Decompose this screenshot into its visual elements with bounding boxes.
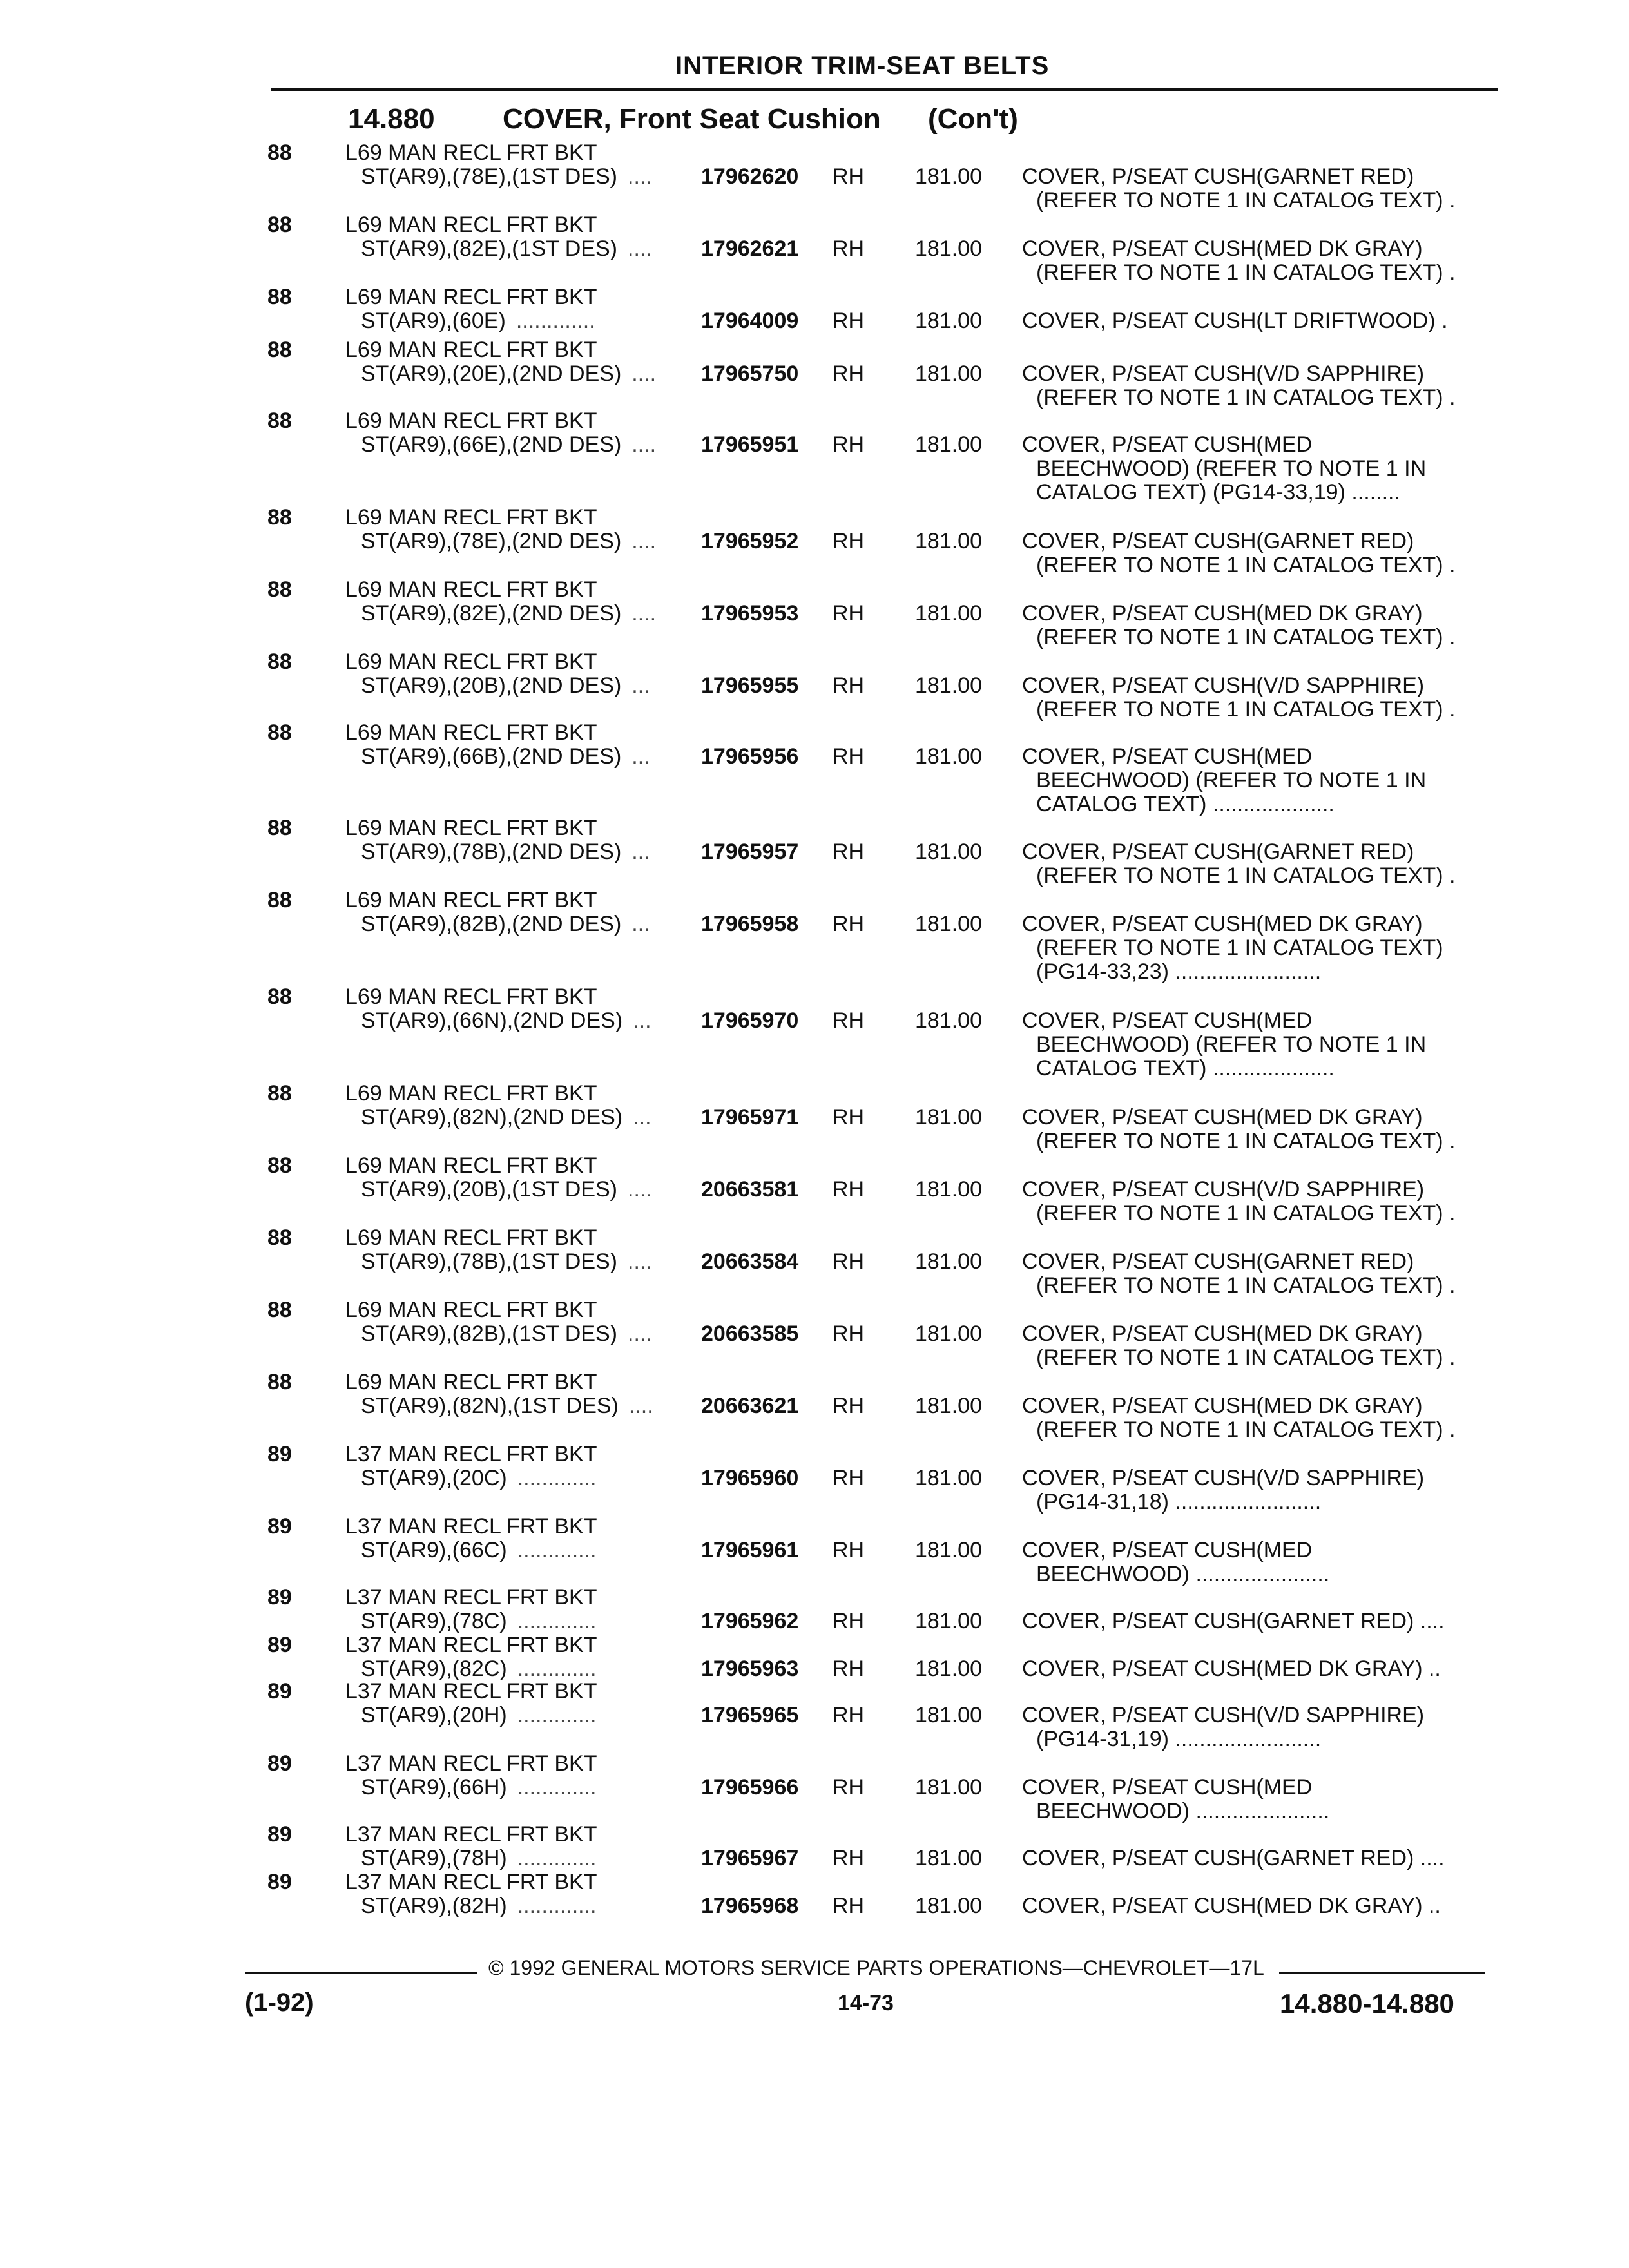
leader-dots: ... <box>633 1105 651 1129</box>
description: COVER, P/SEAT CUSH(V/D SAPPHIRE) <box>1022 1466 1425 1490</box>
price: 181.00 <box>915 912 982 936</box>
side-code: RH <box>833 1538 865 1562</box>
trim-code <box>361 309 595 334</box>
trim-code <box>361 1008 651 1033</box>
figure-number: 88 <box>267 1081 292 1106</box>
description-continued: (REFER TO NOTE 1 IN CATALOG TEXT) . <box>1036 1345 1456 1370</box>
description: COVER, P/SEAT CUSH(MED DK GRAY) <box>1022 912 1423 936</box>
section-continued: (Con't) <box>928 103 1018 135</box>
top-rule <box>271 88 1498 91</box>
model-line: L69 MAN RECL FRT BKT <box>345 338 597 362</box>
trim-code-text: ST(AR9),(20E),(2ND DES) <box>361 361 622 386</box>
description: COVER, P/SEAT CUSH(MED DK GRAY) .. <box>1022 1894 1441 1918</box>
description-continued: (REFER TO NOTE 1 IN CATALOG TEXT) . <box>1036 1418 1456 1442</box>
description: COVER, P/SEAT CUSH(MED DK GRAY) <box>1022 236 1423 261</box>
model-line: L37 MAN RECL FRT BKT <box>345 1633 597 1657</box>
trim-code <box>361 1466 597 1491</box>
trim-code <box>361 1249 652 1274</box>
price: 181.00 <box>915 432 982 457</box>
leader-dots: .... <box>631 361 657 386</box>
trim-code <box>361 1657 597 1682</box>
figure-number: 88 <box>267 338 292 362</box>
leader-dots: ... <box>631 673 650 698</box>
side-code: RH <box>833 1466 865 1490</box>
description: COVER, P/SEAT CUSH(MED DK GRAY) <box>1022 601 1423 626</box>
price: 181.00 <box>915 601 982 626</box>
trim-code <box>361 1703 597 1728</box>
model-line: L69 MAN RECL FRT BKT <box>345 285 597 309</box>
model-line: L69 MAN RECL FRT BKT <box>345 1225 597 1250</box>
description-continued: CATALOG TEXT) (PG14-33,19) ........ <box>1036 480 1400 505</box>
figure-number: 88 <box>267 985 292 1009</box>
description: COVER, P/SEAT CUSH(V/D SAPPHIRE) <box>1022 1703 1425 1727</box>
part-number: 20663621 <box>701 1394 799 1418</box>
price: 181.00 <box>915 164 982 189</box>
trim-code-text: ST(AR9),(78H) <box>361 1846 507 1870</box>
leader-dots: ............. <box>517 1609 597 1633</box>
price: 181.00 <box>915 529 982 553</box>
side-code: RH <box>833 361 865 386</box>
part-number: 17965957 <box>701 840 799 864</box>
leader-dots: .... <box>631 529 657 553</box>
side-code: RH <box>833 1846 865 1870</box>
price: 181.00 <box>915 1008 982 1033</box>
leader-dots: ............. <box>517 1657 597 1681</box>
side-code: RH <box>833 1657 865 1681</box>
trim-code <box>361 1321 652 1347</box>
side-code: RH <box>833 432 865 457</box>
leader-dots: .... <box>628 1321 652 1346</box>
trim-code-text: ST(AR9),(66B),(2ND DES) <box>361 744 622 769</box>
description: COVER, P/SEAT CUSH(MED DK GRAY) <box>1022 1394 1423 1418</box>
side-code: RH <box>833 1249 865 1274</box>
trim-code <box>361 1538 597 1563</box>
trim-code-text: ST(AR9),(82N),(2ND DES) <box>361 1105 623 1129</box>
trim-code <box>361 236 652 262</box>
price: 181.00 <box>915 1846 982 1870</box>
part-number: 17965970 <box>701 1008 799 1033</box>
trim-code <box>361 529 656 554</box>
description: COVER, P/SEAT CUSH(GARNET RED) .... <box>1022 1846 1445 1870</box>
part-number: 17965961 <box>701 1538 799 1562</box>
figure-number: 89 <box>267 1822 292 1847</box>
figure-number: 88 <box>267 1298 292 1322</box>
model-line: L69 MAN RECL FRT BKT <box>345 1298 597 1322</box>
part-number: 17965951 <box>701 432 799 457</box>
footer-rule-left <box>245 1972 477 1974</box>
price: 181.00 <box>915 1703 982 1727</box>
description: COVER, P/SEAT CUSH(GARNET RED) <box>1022 164 1414 189</box>
price: 181.00 <box>915 1321 982 1346</box>
leader-dots: ... <box>631 912 650 936</box>
model-line: L37 MAN RECL FRT BKT <box>345 1822 597 1847</box>
description-continued: (REFER TO NOTE 1 IN CATALOG TEXT) . <box>1036 625 1456 649</box>
figure-number: 88 <box>267 888 292 912</box>
issue-date: (1-92) <box>245 1988 314 2017</box>
figure-number: 89 <box>267 1442 292 1466</box>
trim-code <box>361 840 650 865</box>
description: COVER, P/SEAT CUSH(MED <box>1022 744 1313 769</box>
description: COVER, P/SEAT CUSH(GARNET RED) <box>1022 1249 1414 1274</box>
trim-code-text: ST(AR9),(20C) <box>361 1466 507 1490</box>
model-line: L69 MAN RECL FRT BKT <box>345 888 597 912</box>
part-number: 17965956 <box>701 744 799 769</box>
figure-number: 88 <box>267 816 292 840</box>
figure-number: 88 <box>267 505 292 530</box>
description: COVER, P/SEAT CUSH(MED DK GRAY) <box>1022 1105 1423 1129</box>
leader-dots: .... <box>628 236 652 261</box>
description-continued: (REFER TO NOTE 1 IN CATALOG TEXT) . <box>1036 1129 1456 1153</box>
part-number: 17965968 <box>701 1894 799 1918</box>
description-continued: BEECHWOOD) ...................... <box>1036 1799 1330 1823</box>
part-number: 17965955 <box>701 673 799 698</box>
leader-dots: ............. <box>517 1894 597 1918</box>
description-continued: BEECHWOOD) (REFER TO NOTE 1 IN <box>1036 456 1427 481</box>
description-continued: BEECHWOOD) ...................... <box>1036 1562 1330 1586</box>
side-code: RH <box>833 1609 865 1633</box>
description: COVER, P/SEAT CUSH(LT DRIFTWOOD) . <box>1022 309 1448 333</box>
model-line: L69 MAN RECL FRT BKT <box>345 816 597 840</box>
leader-dots: ............. <box>517 1703 597 1727</box>
trim-code-text: ST(AR9),(78C) <box>361 1609 507 1633</box>
trim-code-text: ST(AR9),(20B),(2ND DES) <box>361 673 622 698</box>
leader-dots: .... <box>628 1177 652 1202</box>
price: 181.00 <box>915 840 982 864</box>
model-line: L37 MAN RECL FRT BKT <box>345 1442 597 1466</box>
description-continued: BEECHWOOD) (REFER TO NOTE 1 IN <box>1036 768 1427 793</box>
model-line: L69 MAN RECL FRT BKT <box>345 140 597 165</box>
description-continued: (REFER TO NOTE 1 IN CATALOG TEXT) . <box>1036 188 1456 213</box>
model-line: L37 MAN RECL FRT BKT <box>345 1679 597 1704</box>
part-number: 17965952 <box>701 529 799 553</box>
trim-code-text: ST(AR9),(82E),(1ST DES) <box>361 236 618 261</box>
trim-code-text: ST(AR9),(60E) <box>361 309 506 333</box>
trim-code-text: ST(AR9),(82B),(1ST DES) <box>361 1321 618 1346</box>
leader-dots: .... <box>631 601 657 626</box>
trim-code <box>361 1177 652 1202</box>
side-code: RH <box>833 840 865 864</box>
part-number: 17965971 <box>701 1105 799 1129</box>
trim-code-text: ST(AR9),(78B),(2ND DES) <box>361 840 622 864</box>
description: COVER, P/SEAT CUSH(V/D SAPPHIRE) <box>1022 1177 1425 1202</box>
description-continued: (REFER TO NOTE 1 IN CATALOG TEXT) . <box>1036 1201 1456 1225</box>
figure-number: 88 <box>267 213 292 237</box>
description: COVER, P/SEAT CUSH(MED <box>1022 1538 1313 1562</box>
figure-number: 89 <box>267 1585 292 1610</box>
description-continued: (REFER TO NOTE 1 IN CATALOG TEXT) . <box>1036 863 1456 888</box>
figure-number: 88 <box>267 577 292 602</box>
price: 181.00 <box>915 673 982 698</box>
side-code: RH <box>833 1703 865 1727</box>
part-number: 17964009 <box>701 309 799 333</box>
trim-code <box>361 1775 597 1800</box>
leader-dots: ............. <box>516 309 595 333</box>
side-code: RH <box>833 1105 865 1129</box>
description-continued: (PG14-31,18) ........................ <box>1036 1490 1322 1514</box>
trim-code <box>361 432 656 457</box>
model-line: L69 MAN RECL FRT BKT <box>345 720 597 745</box>
trim-code <box>361 1846 597 1871</box>
model-line: L69 MAN RECL FRT BKT <box>345 649 597 674</box>
page-number: 14-73 <box>838 1991 894 2015</box>
price: 181.00 <box>915 1249 982 1274</box>
part-number: 17965962 <box>701 1609 799 1633</box>
description: COVER, P/SEAT CUSH(MED <box>1022 1008 1313 1033</box>
side-code: RH <box>833 236 865 261</box>
price: 181.00 <box>915 1466 982 1490</box>
description-continued: (REFER TO NOTE 1 IN CATALOG TEXT) . <box>1036 553 1456 577</box>
figure-number: 89 <box>267 1633 292 1657</box>
trim-code <box>361 912 650 937</box>
figure-number: 89 <box>267 1870 292 1894</box>
description: COVER, P/SEAT CUSH(V/D SAPPHIRE) <box>1022 361 1425 386</box>
figure-number: 88 <box>267 720 292 745</box>
leader-dots: .... <box>628 1394 653 1418</box>
figure-number: 88 <box>267 1370 292 1394</box>
part-number: 17962620 <box>701 164 799 189</box>
description: COVER, P/SEAT CUSH(GARNET RED) <box>1022 840 1414 864</box>
trim-code <box>361 164 652 189</box>
figure-number: 88 <box>267 1153 292 1178</box>
trim-code <box>361 601 656 626</box>
price: 181.00 <box>915 1609 982 1633</box>
part-number: 17965963 <box>701 1657 799 1681</box>
side-code: RH <box>833 164 865 189</box>
trim-code-text: ST(AR9),(82B),(2ND DES) <box>361 912 622 936</box>
description: COVER, P/SEAT CUSH(MED DK GRAY) <box>1022 1321 1423 1346</box>
figure-number: 88 <box>267 408 292 433</box>
section-heading <box>348 103 1018 135</box>
trim-code-text: ST(AR9),(82E),(2ND DES) <box>361 601 622 626</box>
part-number: 20663581 <box>701 1177 799 1202</box>
model-line: L69 MAN RECL FRT BKT <box>345 577 597 602</box>
side-code: RH <box>833 529 865 553</box>
figure-number: 89 <box>267 1679 292 1704</box>
price: 181.00 <box>915 361 982 386</box>
trim-code-text: ST(AR9),(66C) <box>361 1538 507 1562</box>
description-continued: CATALOG TEXT) .................... <box>1036 792 1335 816</box>
description: COVER, P/SEAT CUSH(V/D SAPPHIRE) <box>1022 673 1425 698</box>
description: COVER, P/SEAT CUSH(MED <box>1022 432 1313 457</box>
price: 181.00 <box>915 236 982 261</box>
trim-code-text: ST(AR9),(82H) <box>361 1894 507 1918</box>
price: 181.00 <box>915 1657 982 1681</box>
figure-number: 88 <box>267 140 292 165</box>
trim-code <box>361 744 650 769</box>
side-code: RH <box>833 1775 865 1800</box>
side-code: RH <box>833 912 865 936</box>
description-continued: (REFER TO NOTE 1 IN CATALOG TEXT) . <box>1036 385 1456 410</box>
section-number: 14.880 <box>348 103 435 135</box>
side-code: RH <box>833 601 865 626</box>
description: COVER, P/SEAT CUSH(MED DK GRAY) .. <box>1022 1657 1441 1681</box>
trim-code <box>361 1609 597 1634</box>
part-number: 20663585 <box>701 1321 799 1346</box>
part-number: 17965967 <box>701 1846 799 1870</box>
description-continued: (REFER TO NOTE 1 IN CATALOG TEXT) . <box>1036 697 1456 722</box>
leader-dots: ............. <box>517 1775 597 1800</box>
leader-dots: .... <box>628 164 652 189</box>
leader-dots: .... <box>631 432 657 457</box>
copyright: © 1992 GENERAL MOTORS SERVICE PARTS OPERATIONS—CHEVROLET—17L <box>488 1956 1264 1979</box>
description-continued: (REFER TO NOTE 1 IN CATALOG TEXT) . <box>1036 260 1456 285</box>
price: 181.00 <box>915 1105 982 1129</box>
trim-code-text: ST(AR9),(20H) <box>361 1703 507 1727</box>
price: 181.00 <box>915 1177 982 1202</box>
side-code: RH <box>833 673 865 698</box>
side-code: RH <box>833 1177 865 1202</box>
part-number: 17965966 <box>701 1775 799 1800</box>
description: COVER, P/SEAT CUSH(MED <box>1022 1775 1313 1800</box>
description-continued: CATALOG TEXT) .................... <box>1036 1056 1335 1081</box>
trim-code <box>361 1394 653 1419</box>
figure-number: 89 <box>267 1514 292 1539</box>
trim-code <box>361 1105 651 1130</box>
leader-dots: .... <box>628 1249 652 1274</box>
model-line: L69 MAN RECL FRT BKT <box>345 1153 597 1178</box>
part-number: 17962621 <box>701 236 799 261</box>
side-code: RH <box>833 1321 865 1346</box>
model-line: L69 MAN RECL FRT BKT <box>345 408 597 433</box>
side-code: RH <box>833 1008 865 1033</box>
part-number: 17965750 <box>701 361 799 386</box>
leader-dots: ... <box>631 744 650 769</box>
leader-dots: ............. <box>517 1846 597 1870</box>
trim-code-text: ST(AR9),(20B),(1ST DES) <box>361 1177 618 1202</box>
trim-code-text: ST(AR9),(82C) <box>361 1657 507 1681</box>
description-continued: BEECHWOOD) (REFER TO NOTE 1 IN <box>1036 1032 1427 1057</box>
description-continued: (REFER TO NOTE 1 IN CATALOG TEXT) . <box>1036 1273 1456 1298</box>
figure-number: 88 <box>267 285 292 309</box>
side-code: RH <box>833 309 865 333</box>
leader-dots: ... <box>631 840 650 864</box>
trim-code-text: ST(AR9),(78E),(1ST DES) <box>361 164 618 189</box>
price: 181.00 <box>915 1894 982 1918</box>
footer-rule-right <box>1279 1972 1485 1974</box>
part-number: 17965960 <box>701 1466 799 1490</box>
leader-dots: ... <box>633 1008 651 1033</box>
figure-number: 89 <box>267 1751 292 1776</box>
model-line: L69 MAN RECL FRT BKT <box>345 985 597 1009</box>
price: 181.00 <box>915 309 982 333</box>
model-line: L69 MAN RECL FRT BKT <box>345 1081 597 1106</box>
section-range: 14.880-14.880 <box>1280 1988 1454 2019</box>
trim-code <box>361 673 650 698</box>
model-line: L37 MAN RECL FRT BKT <box>345 1514 597 1539</box>
trim-code-text: ST(AR9),(66H) <box>361 1775 507 1800</box>
trim-code <box>361 1894 597 1919</box>
leader-dots: ............. <box>517 1466 597 1490</box>
leader-dots: ............. <box>517 1538 597 1562</box>
side-code: RH <box>833 1894 865 1918</box>
part-number: 17965958 <box>701 912 799 936</box>
section-title: COVER, Front Seat Cushion <box>503 103 881 135</box>
price: 181.00 <box>915 1538 982 1562</box>
side-code: RH <box>833 744 865 769</box>
price: 181.00 <box>915 1775 982 1800</box>
trim-code-text: ST(AR9),(66E),(2ND DES) <box>361 432 622 457</box>
price: 181.00 <box>915 1394 982 1418</box>
description: COVER, P/SEAT CUSH(GARNET RED) <box>1022 529 1414 553</box>
trim-code-text: ST(AR9),(78B),(1ST DES) <box>361 1249 618 1274</box>
model-line: L37 MAN RECL FRT BKT <box>345 1870 597 1894</box>
description-continued: (REFER TO NOTE 1 IN CATALOG TEXT) <box>1036 936 1443 960</box>
model-line: L37 MAN RECL FRT BKT <box>345 1751 597 1776</box>
part-number: 20663584 <box>701 1249 799 1274</box>
page-header: INTERIOR TRIM-SEAT BELTS <box>675 52 1050 80</box>
model-line: L69 MAN RECL FRT BKT <box>345 213 597 237</box>
model-line: L69 MAN RECL FRT BKT <box>345 1370 597 1394</box>
trim-code <box>361 361 656 387</box>
figure-number: 88 <box>267 1225 292 1250</box>
trim-code-text: ST(AR9),(78E),(2ND DES) <box>361 529 622 553</box>
figure-number: 88 <box>267 649 292 674</box>
description: COVER, P/SEAT CUSH(GARNET RED) .... <box>1022 1609 1445 1633</box>
side-code: RH <box>833 1394 865 1418</box>
model-line: L37 MAN RECL FRT BKT <box>345 1585 597 1610</box>
price: 181.00 <box>915 744 982 769</box>
model-line: L69 MAN RECL FRT BKT <box>345 505 597 530</box>
part-number: 17965953 <box>701 601 799 626</box>
description-continued: (PG14-31,19) ........................ <box>1036 1727 1322 1751</box>
part-number: 17965965 <box>701 1703 799 1727</box>
trim-code-text: ST(AR9),(82N),(1ST DES) <box>361 1394 619 1418</box>
description-continued: (PG14-33,23) ........................ <box>1036 959 1322 984</box>
trim-code-text: ST(AR9),(66N),(2ND DES) <box>361 1008 623 1033</box>
